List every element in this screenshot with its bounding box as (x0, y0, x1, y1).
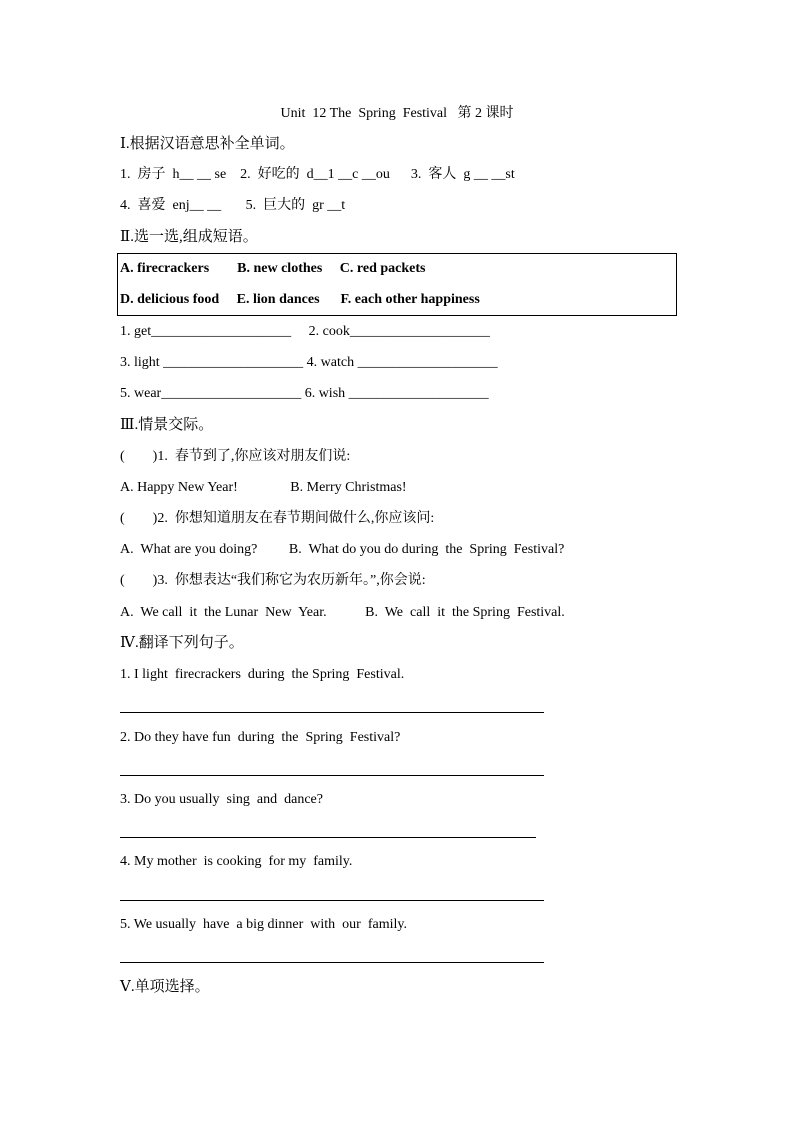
section2-heading: Ⅱ.选一选,组成短语。 (120, 229, 258, 245)
dialogue-question-3: ( )3. 你想表达“我们称它为农历新年。”,你会说: (120, 573, 426, 588)
answer-line[interactable] (120, 900, 544, 901)
dialogue-question-2: ( )2. 你想知道朋友在春节期间做什么,你应该问: (120, 511, 435, 526)
options-row-2: D. delicious food E. lion dances F. each other happiness (120, 292, 480, 307)
section1-line-1: 1. 房子 h__ __ se 2. 好吃的 d__1 __c __ou 3. 客人 g __ __st (120, 167, 515, 182)
phrase-questions-row-1: 1. get____________________ 2. cook____________________ (120, 324, 490, 339)
section1-line-2: 4. 喜爱 enj__ __ 5. 巨大的 gr __t (120, 198, 346, 213)
page-title: Unit 12 The Spring Festival 第 2 课时 (280, 106, 514, 121)
dialogue-options-3: A. We call it the Lunar New Year. B. We call it the Spring Festival. (120, 605, 565, 620)
translation-sentence: 2. Do they have fun during the Spring Festival? (120, 730, 401, 745)
options-row-1: A. firecrackers B. new clothes C. red packets (120, 261, 426, 276)
section1-heading: Ⅰ.根据汉语意思补全单词。 (120, 136, 295, 152)
translation-sentence: 1. I light firecrackers during the Spring Festival. (120, 667, 405, 682)
section4-heading: Ⅳ.翻译下列句子。 (120, 635, 244, 651)
answer-line[interactable] (120, 775, 544, 776)
section5-heading: Ⅴ.单项选择。 (120, 979, 210, 995)
answer-line[interactable] (120, 837, 536, 838)
phrase-questions-row-3: 5. wear____________________ 6. wish ____________________ (120, 386, 489, 401)
section3-heading: Ⅲ.情景交际。 (120, 417, 214, 433)
options-box (117, 253, 677, 316)
dialogue-options-1: A. Happy New Year! B. Merry Christmas! (120, 480, 407, 495)
translation-sentence: 3. Do you usually sing and dance? (120, 792, 323, 807)
answer-line[interactable] (120, 712, 544, 713)
translation-sentence: 4. My mother is cooking for my family. (120, 854, 353, 869)
phrase-questions-row-2: 3. light ____________________ 4. watch ____________________ (120, 355, 498, 370)
dialogue-options-2: A. What are you doing? B. What do you do during the Spring Festival? (120, 542, 565, 557)
translation-sentence: 5. We usually have a big dinner with our family. (120, 917, 407, 932)
dialogue-question-1: ( )1. 春节到了,你应该对朋友们说: (120, 449, 351, 464)
answer-line[interactable] (120, 962, 544, 963)
